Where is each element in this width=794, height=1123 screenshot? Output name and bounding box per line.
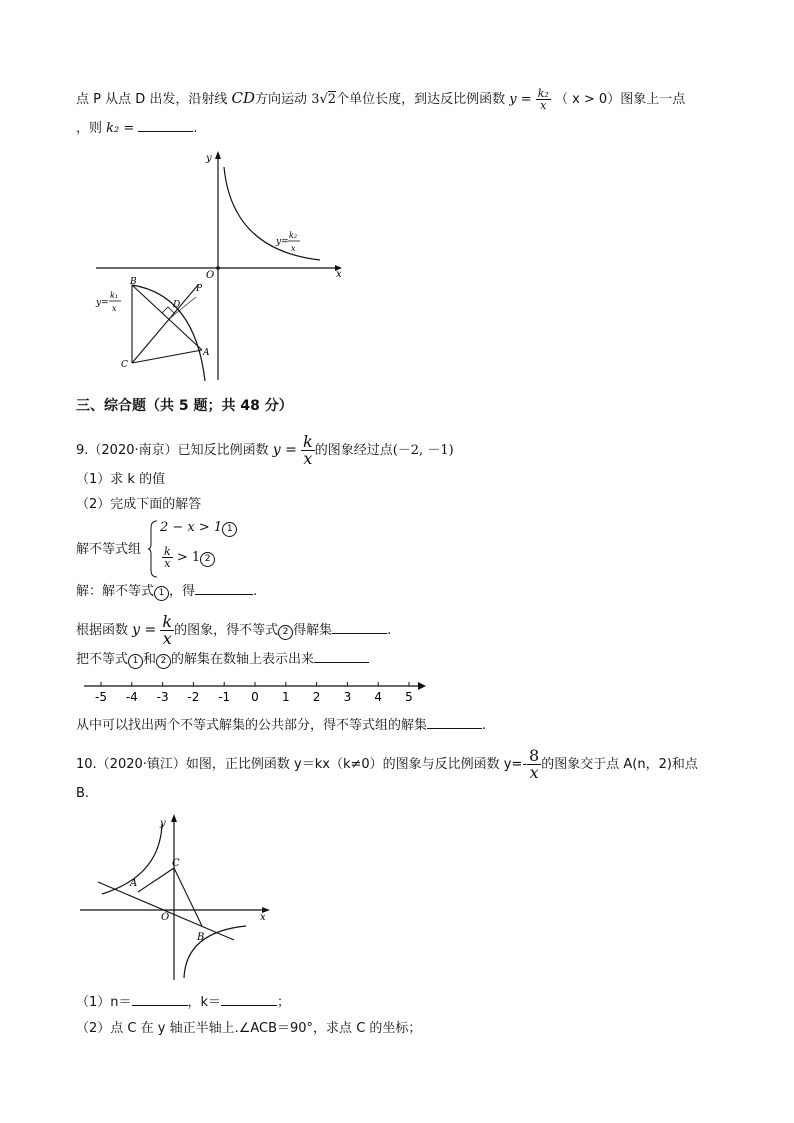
q9-sub1: （1）求 k 的值	[76, 472, 166, 487]
q10-head-frac	[527, 748, 541, 781]
q8-frac	[536, 88, 551, 111]
q10-label-y: y	[160, 818, 166, 829]
q10-sub1-a: （1）n＝	[76, 995, 132, 1010]
q8-label-y: y	[206, 153, 212, 164]
q9-sol1-a: 解：解不等式	[76, 584, 155, 599]
q9-sol3-m2: 2	[156, 654, 171, 669]
q8-curve1-k: k₁	[110, 291, 119, 300]
q8-k2-eq: k₂ =	[106, 121, 135, 136]
q8-curve2-x: x	[291, 244, 296, 253]
number-line-tick-label: 3	[343, 690, 352, 704]
q9-system	[148, 518, 268, 578]
q8-frac-den: x	[540, 99, 547, 112]
q9-head-a: 9.（2020·南京）已知反比例函数	[76, 443, 269, 458]
q10-head-b: 的图象交于点 A(n，2)和点	[541, 757, 698, 772]
q9-sol4	[76, 716, 486, 736]
q8-label-b: B	[130, 277, 137, 287]
q8-seg-ba	[132, 285, 202, 350]
q10-line-kx	[98, 882, 234, 940]
q9-sol2	[76, 614, 391, 647]
number-line-ticks	[95, 682, 413, 704]
q10-head-num: 8	[529, 746, 540, 765]
q8-line2	[76, 119, 198, 139]
q9-head	[76, 434, 454, 467]
q8-num: 3	[311, 92, 320, 107]
q9-sol3-a: 把不等式	[76, 652, 129, 667]
q10-figure	[76, 812, 276, 984]
number-line-arrow	[418, 682, 426, 690]
q9-ineq2-k: k	[164, 545, 171, 558]
q9-ineq1	[160, 520, 237, 537]
q9-sol4-text: 从中可以找出两个不等式解集的公共部分，得不等式组的解集	[76, 718, 428, 733]
q9-sol2-c: 得解集	[293, 623, 333, 638]
q8-label-c: C	[121, 360, 128, 370]
q9-sol2-frac	[160, 614, 174, 647]
q9-sol1-b: ，得	[169, 584, 196, 599]
q9-head-pt: (－2, －1)	[392, 443, 454, 458]
q9-ineq2-frac	[162, 546, 173, 569]
q10-k-blank[interactable]	[221, 993, 277, 1006]
q9-sol1	[76, 582, 257, 602]
q9-ineq1-text: 2 − x > 1	[160, 520, 223, 535]
q9-sol4-end: .	[482, 718, 487, 733]
q9-sol1-mark: 1	[154, 586, 169, 601]
q8-figure	[90, 145, 350, 385]
q10-seg-cb	[174, 868, 202, 926]
q8-y-arrow	[215, 151, 221, 159]
q8-curve-k1	[132, 285, 205, 381]
q9-ineq2-x: x	[164, 557, 171, 570]
q8-frac-num: k₂	[537, 87, 549, 100]
q10-sub1	[76, 993, 290, 1013]
q10-n-blank[interactable]	[132, 993, 188, 1006]
q10-head-a: 10.（2020·镇江）如图，正比例函数 y＝kx（k≠0）的图象与反比例函数 y=-	[76, 757, 528, 772]
q10-y-arrow	[171, 814, 177, 822]
q9-number-line	[80, 676, 430, 706]
q8-curve1-x: x	[112, 304, 117, 313]
q10-label-o: O	[161, 912, 170, 923]
q9-sol3-blank[interactable]	[314, 650, 369, 663]
q8-answer-blank[interactable]	[138, 119, 193, 132]
q9-head-x: x	[303, 449, 313, 468]
q9-sub2: （2）完成下面的解答	[76, 497, 202, 512]
q8-curve1-y: y=	[96, 298, 109, 308]
q10-label-x: x	[260, 912, 266, 923]
q8-text-b: 方向运动	[255, 92, 308, 107]
number-line-tick-label: -4	[125, 690, 138, 704]
q9-sol3-c: 的解集在数轴上表示出来	[171, 652, 315, 667]
number-line-tick-label: 0	[251, 690, 259, 704]
q9-head-y: y =	[272, 442, 297, 458]
q10-sub2: （2）点 C 在 y 轴正半轴上.∠ACB＝90°，求点 C 的坐标；	[76, 1021, 422, 1036]
q9-sol1-blank[interactable]	[195, 582, 253, 595]
q9-ineq2-mark: 2	[200, 552, 215, 567]
number-line-tick-label: -3	[156, 690, 169, 704]
section-heading: 三、综合题（共 5 题；共 48 分）	[76, 398, 293, 414]
q10-head	[76, 748, 698, 781]
q8-origin-dot	[216, 266, 220, 270]
sqrt-symbol: √	[319, 92, 328, 107]
q8-sqrt-arg: 2	[327, 92, 337, 107]
q9-sol3-b: 和	[143, 652, 157, 667]
q10-head-den: x	[529, 763, 539, 782]
q8-y: y =	[509, 92, 532, 107]
q8-label-x: x	[336, 269, 342, 280]
q9-sol2-k: k	[162, 612, 173, 631]
q10-label-c: C	[172, 858, 180, 869]
q9-head-frac	[301, 434, 315, 467]
brace-icon	[148, 520, 158, 578]
q8-cond: （ x > 0）图象上一点	[554, 92, 686, 107]
q10-head-c: B.	[76, 786, 90, 801]
q8-end: .	[193, 121, 198, 136]
q8-text-c: 个单位长度，到达反比例函数	[336, 92, 506, 107]
q9-sol2-end: .	[387, 623, 392, 638]
q10-sub1-b: ，k＝	[187, 995, 222, 1010]
q9-ineq1-mark: 1	[222, 522, 237, 537]
number-line-tick-label: -5	[95, 690, 107, 704]
q10-curve-lower-right	[184, 926, 246, 978]
q9-sol3	[76, 650, 369, 670]
q10-label-b: B	[197, 932, 205, 943]
number-line-tick-label: 2	[312, 690, 321, 704]
number-line-tick-label: -2	[187, 690, 200, 704]
q9-head-k: k	[303, 432, 313, 451]
q8-label-d: D	[173, 300, 181, 310]
number-line-tick-label: 1	[281, 690, 290, 704]
q9-sol2-y: y =	[132, 622, 157, 638]
q9-ineq2-rest: > 1	[176, 550, 201, 565]
q10-sub1-end: ；	[277, 995, 291, 1010]
q9-sol1-end: .	[253, 584, 258, 599]
q8-curve-k2	[224, 167, 320, 260]
number-line-tick-label: 4	[374, 690, 383, 704]
q9-sol4-blank[interactable]	[427, 716, 482, 729]
q8-label-a: A	[203, 348, 210, 358]
q9-head-b: 的图象经过点	[314, 443, 393, 458]
q8-curve2-k: k₂	[289, 231, 298, 240]
q9-sol2-x: x	[162, 629, 172, 648]
q10-label-a: A	[130, 878, 138, 889]
number-line-tick-label: -1	[218, 690, 231, 704]
q9-sol2-b: 的图象，得不等式	[174, 623, 279, 638]
q9-sol2-mark: 2	[278, 625, 293, 640]
q9-sys-label: 解不等式组	[76, 542, 142, 557]
q10-seg-ac	[138, 868, 174, 892]
q9-sol3-m1: 1	[128, 654, 143, 669]
q8-seg-ca	[132, 350, 202, 363]
q8-line2-a: ，则	[76, 121, 103, 136]
q8-cd: CD	[231, 89, 256, 107]
q8-text-a: 点 P 从点 D 出发，沿射线	[76, 92, 228, 107]
q9-sol2-a: 根据函数	[76, 623, 129, 638]
q8-label-o: O	[206, 270, 215, 281]
number-line-tick-label: 5	[405, 690, 413, 704]
q8-line1	[76, 88, 685, 111]
q8-curve2-y: y=	[276, 237, 289, 247]
q9-sol2-blank[interactable]	[332, 621, 387, 634]
q9-ineq2	[162, 546, 215, 569]
q8-label-p: P	[196, 284, 203, 294]
